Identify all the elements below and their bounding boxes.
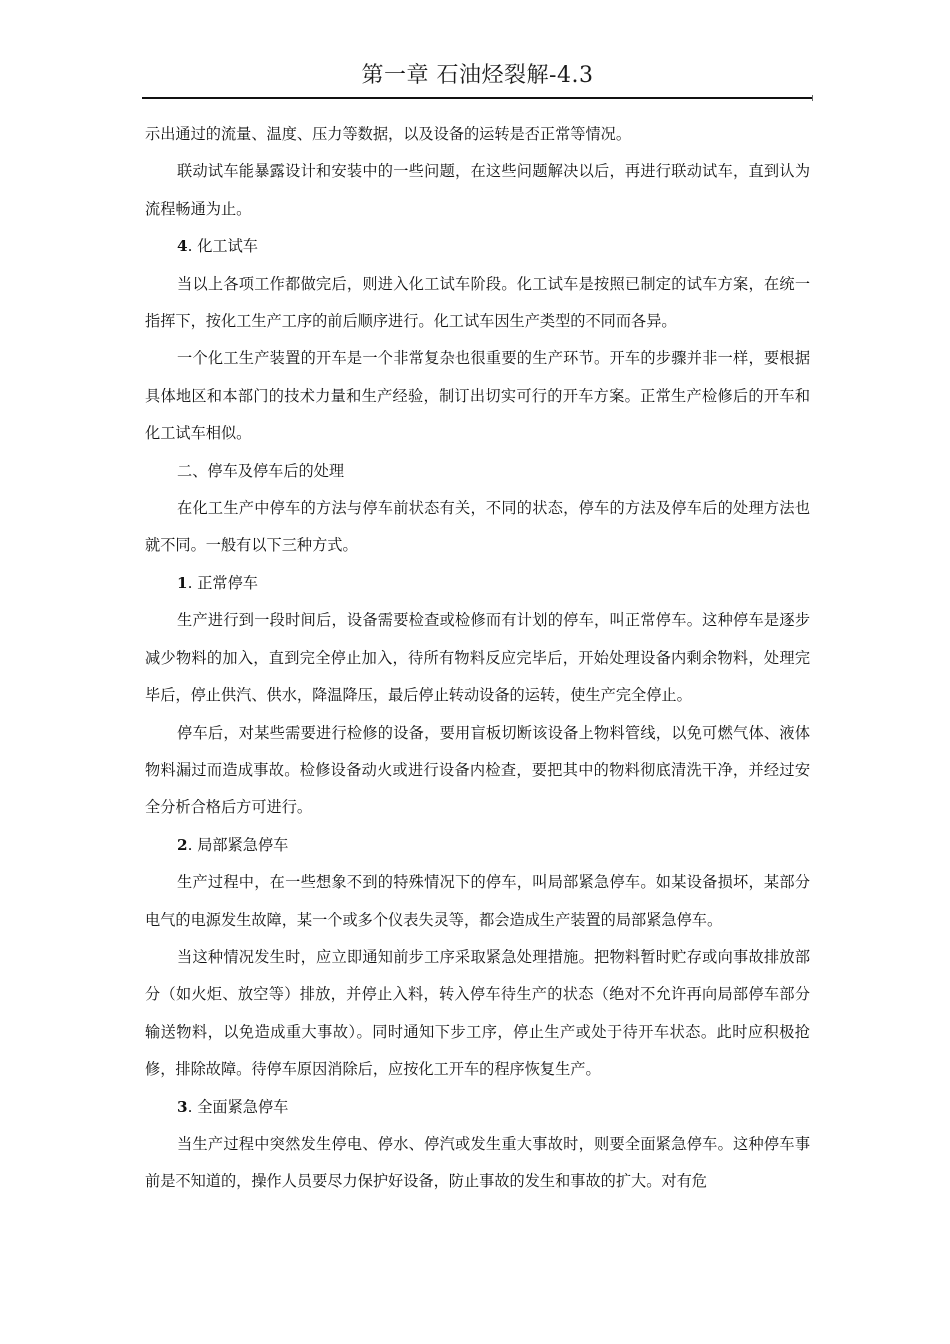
paragraph: 在化工生产中停车的方法与停车前状态有关，不同的状态，停车的方法及停车后的处理方法也就不同。一般有以下三种方式。 — [145, 499, 810, 555]
paragraph: 当以上各项工作都做完后，则进入化工试车阶段。化工试车是按照已制定的试车方案，在统一指挥下，按化工生产工序的前后顺序进行。化工试车因生产类型的不同而各异。 — [145, 274, 810, 331]
section-heading-text: . 正常停车 — [187, 573, 258, 592]
document-page — [145, 0, 810, 1191]
section-heading-text: . 局部紧急停车 — [187, 835, 289, 854]
section-number: 2 — [177, 835, 188, 854]
section-heading-shutdown: 二、停车及停车后的处理 — [177, 461, 345, 480]
paragraph: 联动试车能暴露设计和安装中的一些问题，在这些问题解决以后，再进行联动试车，直到认为流程畅通为止。 — [145, 162, 810, 218]
page-title: 第一章 石油烃裂解-4.3 — [361, 63, 594, 88]
paragraph: 一个化工生产装置的开车是一个非常复杂也很重要的生产环节。开车的步骤并非一样，要根据具体地区和本部门的技术力量和生产经验，制订出切实可行的开车方案。正常生产检修后的开车和化工试车相似。 — [145, 349, 810, 443]
section-number: 4 — [177, 237, 188, 256]
paragraph: 当这种情况发生时，应立即通知前步工序采取紧急处理措施。把物料暂时贮存或向事故排放部分（如火炬、放空等）排放，并停止入料，转入停车待生产的状态（绝对不允许再向局部停车部分输送物料，以免造成重大事故）。同时通知下步工序，停止生产或处于待开车状态。此时应积极抢修，排除故障。待停车原因消除后，应按化工开车的程序恢复生产。 — [145, 947, 810, 1079]
section-heading-chemical-trial — [145, 228, 810, 265]
header-divider-tick — [812, 95, 813, 101]
paragraph: 生产进行到一段时间后，设备需要检查或检修而有计划的停车，叫正常停车。这种停车是逐步减少物料的加入，直到完全停止加入，待所有物料反应完毕后，开始处理设备内剩余物料，处理完毕后，停止供汽、供水，降温降压，最后停止转动设备的运转，使生产完全停止。 — [145, 611, 810, 705]
paragraph: 当生产过程中突然发生停电、停水、停汽或发生重大事故时，则要全面紧急停车。这种停车事前是不知道的，操作人员要尽力保护好设备，防止事故的发生和事故的扩大。对有危 — [145, 1134, 810, 1191]
paragraph: 停车后，对某些需要进行检修的设备，要用盲板切断该设备上物料管线，以免可燃气体、液体物料漏过而造成事故。检修设备动火或进行设备内检查，要把其中的物料彻底清洗干净，并经过安全分析合格后方可进行。 — [145, 723, 810, 817]
section-heading-local-emergency-shutdown — [145, 827, 810, 864]
section-number: 1 — [177, 573, 188, 592]
section-heading-text: . 化工试车 — [187, 237, 258, 256]
section-heading-normal-shutdown — [145, 565, 810, 602]
section-heading-text: . 全面紧急停车 — [187, 1097, 289, 1116]
header-divider — [142, 97, 812, 99]
paragraph: 生产过程中，在一些想象不到的特殊情况下的停车，叫局部紧急停车。如某设备损坏，某部分电气的电源发生故障，某一个或多个仪表失灵等，都会造成生产装置的局部紧急停车。 — [145, 873, 810, 929]
document-body — [145, 116, 810, 1201]
paragraph-continuation: 示出通过的流量、温度、压力等数据，以及设备的运转是否正常等情况。 — [145, 125, 631, 143]
section-number: 3 — [177, 1097, 188, 1116]
section-heading-full-emergency-shutdown — [145, 1089, 810, 1126]
page-header — [145, 0, 810, 102]
